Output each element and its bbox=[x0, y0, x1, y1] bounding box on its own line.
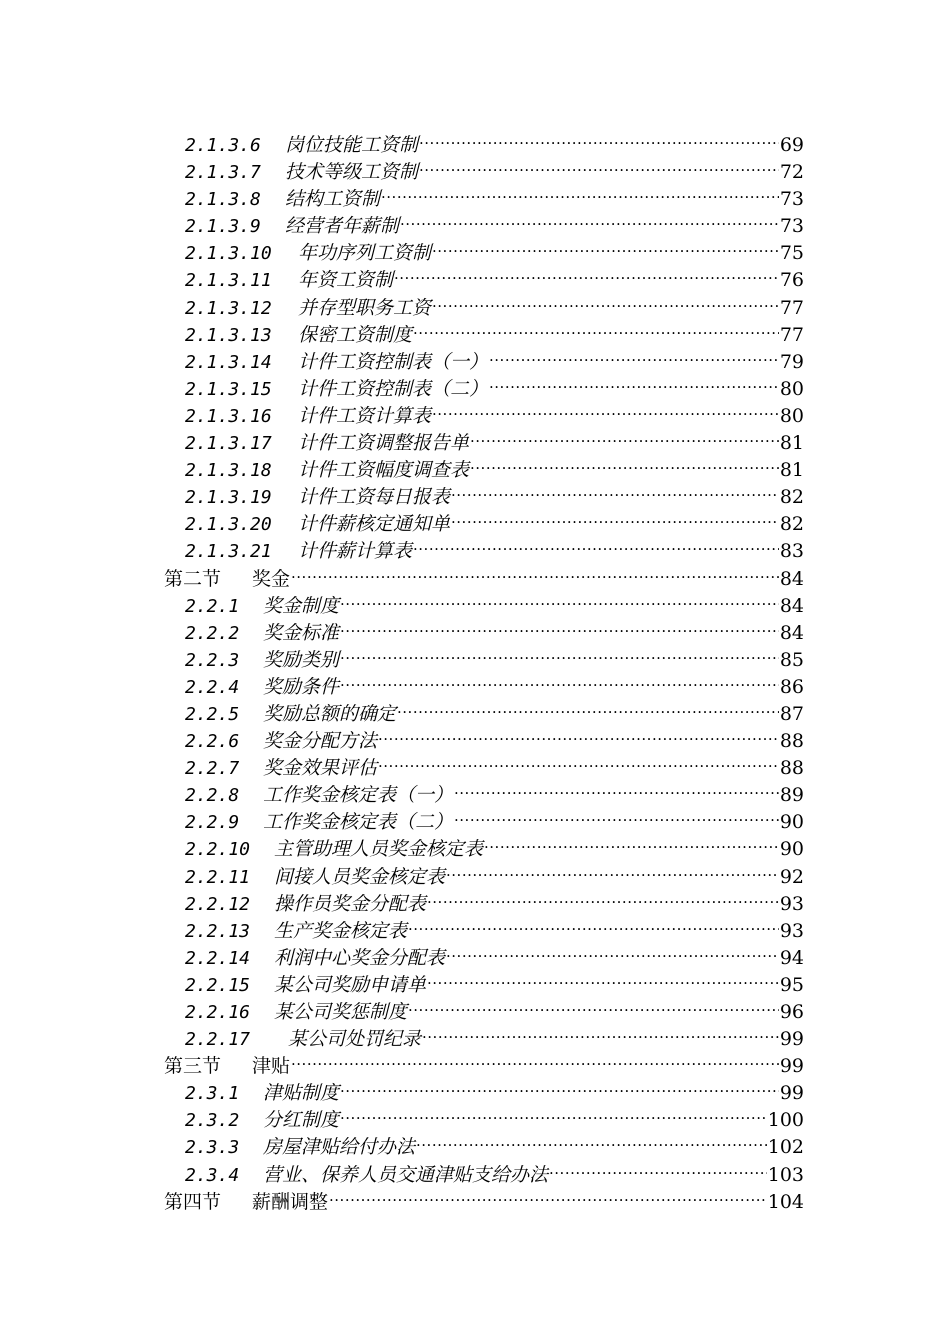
toc-entry-page-number: 84 bbox=[779, 621, 804, 644]
toc-entry-title: 利润中心奖金分配表 bbox=[274, 946, 446, 969]
toc-entry-page-number: 94 bbox=[779, 946, 804, 969]
toc-entry-page-number: 73 bbox=[779, 215, 804, 238]
toc-entry-number: 2.2.3 bbox=[185, 649, 240, 671]
toc-entry-number: 2.1.3.17 bbox=[185, 433, 272, 455]
toc-dot-leader bbox=[484, 828, 779, 855]
toc-entry[interactable] bbox=[0, 287, 950, 319]
toc-entry-number: 2.2.15 bbox=[185, 974, 251, 996]
toc-entry-page-number: 87 bbox=[779, 702, 804, 725]
toc-entry-page-number: 75 bbox=[779, 242, 804, 265]
toc-entry-page-number: 77 bbox=[779, 323, 804, 346]
toc-entry-page-number: 95 bbox=[779, 973, 804, 996]
toc-entry-page-number: 88 bbox=[779, 757, 804, 780]
toc-entry[interactable] bbox=[0, 530, 950, 563]
toc-entry-page-number: 93 bbox=[779, 892, 804, 915]
toc-entry-number: 2.2.2 bbox=[185, 622, 240, 644]
toc-entry-page-number: 86 bbox=[779, 675, 804, 698]
toc-entry-page-number: 73 bbox=[779, 188, 804, 211]
toc-entry-page-number: 92 bbox=[779, 865, 804, 888]
toc-entry[interactable] bbox=[0, 449, 950, 482]
toc-entry-number: 2.1.3.10 bbox=[185, 243, 272, 265]
toc-entry[interactable] bbox=[0, 395, 950, 427]
toc-entry-page-number: 96 bbox=[779, 1001, 804, 1023]
toc-entry-title: 津贴制度 bbox=[263, 1082, 340, 1105]
toc-entry-title: 计件薪计算表 bbox=[298, 540, 413, 563]
toc-dot-leader bbox=[340, 666, 779, 693]
toc-entry-title: 年功序列工资制 bbox=[298, 242, 432, 265]
toc-entry-title: 某公司处罚纪录 bbox=[288, 1028, 422, 1051]
toc-entry[interactable] bbox=[0, 259, 950, 292]
toc-entry[interactable] bbox=[0, 910, 950, 942]
toc-entry-title: 奖金效果评估 bbox=[263, 757, 378, 780]
toc-entry-number: 2.2.11 bbox=[185, 866, 251, 888]
toc-entry[interactable] bbox=[0, 856, 950, 888]
toc-entry[interactable] bbox=[0, 205, 950, 238]
toc-entry-title: 营业、保养人员交通津贴支给办法 bbox=[263, 1163, 549, 1186]
toc-dot-leader bbox=[427, 964, 779, 991]
toc-entry-number: 2.2.17 bbox=[185, 1029, 251, 1051]
toc-entry-number: 2.2.13 bbox=[185, 920, 251, 942]
toc-entry-page-number: 90 bbox=[779, 838, 804, 861]
toc-entry-title: 奖金制度 bbox=[263, 594, 340, 617]
toc-dot-leader bbox=[549, 1154, 767, 1181]
toc-entry-page-number: 104 bbox=[767, 1190, 804, 1213]
toc-entry[interactable] bbox=[0, 503, 950, 536]
toc-entry-page-number: 69 bbox=[779, 134, 804, 156]
toc-entry-title: 保密工资制度 bbox=[298, 323, 413, 346]
toc-dot-leader bbox=[454, 801, 779, 828]
toc-entry-title: 计件工资控制表（一） bbox=[298, 350, 489, 373]
toc-entry-page-number: 79 bbox=[779, 350, 804, 373]
toc-entry-title: 并存型职务工资 bbox=[298, 296, 432, 319]
toc-entry-page-number: 82 bbox=[779, 486, 804, 509]
toc-entry[interactable] bbox=[0, 801, 950, 834]
toc-entry-page-number: 83 bbox=[779, 540, 804, 563]
toc-dot-leader bbox=[432, 232, 779, 259]
toc-entry[interactable] bbox=[0, 991, 950, 1023]
toc-dot-leader bbox=[408, 910, 779, 937]
toc-entry-page-number: 100 bbox=[767, 1109, 804, 1132]
toc-entry-title: 操作员奖金分配表 bbox=[274, 892, 427, 915]
toc-entry-title: 计件工资控制表（二） bbox=[298, 377, 489, 400]
toc-dot-leader bbox=[378, 747, 779, 774]
toc-entry[interactable] bbox=[0, 476, 950, 509]
toc-entry[interactable] bbox=[0, 1126, 950, 1159]
toc-entry[interactable] bbox=[0, 368, 950, 400]
toc-dot-leader bbox=[470, 449, 779, 476]
toc-entry-number: 2.3.4 bbox=[185, 1164, 240, 1186]
toc-dot-leader bbox=[340, 612, 779, 639]
toc-dot-leader bbox=[454, 774, 779, 801]
toc-entry[interactable] bbox=[0, 178, 950, 211]
toc-entry-title: 计件工资调整报告单 bbox=[298, 432, 470, 455]
toc-entry[interactable] bbox=[0, 883, 950, 915]
toc-entry[interactable] bbox=[0, 341, 950, 373]
toc-entry-page-number: 93 bbox=[779, 919, 804, 942]
toc-dot-leader bbox=[419, 124, 779, 151]
toc-entry[interactable] bbox=[0, 1018, 950, 1051]
toc-entry-title: 某公司奖励申请单 bbox=[274, 973, 427, 996]
toc-entry-title: 间接人员奖金核定表 bbox=[274, 865, 446, 888]
toc-dot-leader bbox=[446, 856, 779, 883]
toc-dot-leader bbox=[340, 585, 779, 612]
toc-dot-leader bbox=[291, 1045, 779, 1072]
toc-dot-leader bbox=[432, 287, 779, 314]
toc-entry-number: 2.1.3.11 bbox=[185, 270, 272, 292]
toc-entry[interactable] bbox=[0, 232, 950, 265]
toc-entry-title: 薪酬调整 bbox=[252, 1190, 329, 1213]
toc-entry[interactable] bbox=[0, 720, 950, 753]
toc-dot-leader bbox=[419, 151, 779, 178]
toc-dot-leader bbox=[378, 720, 779, 747]
toc-entry-number: 2.2.9 bbox=[185, 812, 240, 834]
toc-entry-page-number: 88 bbox=[779, 730, 804, 753]
toc-entry-page-number: 85 bbox=[779, 648, 804, 671]
toc-dot-leader bbox=[397, 693, 779, 720]
toc-entry-title: 计件工资计算表 bbox=[298, 404, 432, 427]
toc-entry-number: 2.1.3.19 bbox=[185, 487, 272, 509]
toc-entry-title: 工作奖金核定表（二） bbox=[263, 811, 454, 834]
toc-entry[interactable] bbox=[0, 612, 950, 644]
toc-section-entry[interactable] bbox=[0, 1045, 950, 1078]
toc-dot-leader bbox=[340, 1072, 779, 1099]
toc-dot-leader bbox=[470, 422, 779, 449]
toc-section-entry[interactable] bbox=[0, 1181, 950, 1213]
toc-entry-page-number: 76 bbox=[779, 269, 804, 292]
toc-entry-title: 年资工资制 bbox=[298, 269, 394, 292]
toc-entry-title: 经营者年薪制 bbox=[285, 215, 400, 238]
toc-entry-number: 2.1.3.21 bbox=[185, 541, 272, 563]
toc-entry-number: 2.1.3.13 bbox=[185, 324, 272, 346]
toc-entry[interactable] bbox=[0, 964, 950, 996]
toc-entry-title: 计件薪核定通知单 bbox=[298, 513, 451, 536]
toc-entry-number: 2.2.14 bbox=[185, 947, 251, 969]
toc-dot-leader bbox=[422, 1018, 779, 1045]
toc-entry-page-number: 77 bbox=[779, 296, 804, 319]
toc-entry-number: 第四节 bbox=[164, 1190, 222, 1213]
toc-entry[interactable] bbox=[0, 585, 950, 617]
toc-dot-leader bbox=[489, 368, 779, 395]
toc-entry-page-number: 84 bbox=[779, 567, 804, 590]
toc-entry-page-number: 80 bbox=[779, 404, 804, 427]
toc-entry-title: 岗位技能工资制 bbox=[285, 134, 419, 156]
toc-entry-number: 2.1.3.15 bbox=[185, 378, 272, 400]
table-of-contents bbox=[0, 124, 950, 1213]
toc-entry-page-number: 99 bbox=[779, 1055, 804, 1078]
toc-entry-title: 房屋津贴给付办法 bbox=[263, 1136, 416, 1159]
toc-entry[interactable] bbox=[0, 666, 950, 698]
toc-entry-title: 奖励条件 bbox=[263, 675, 340, 698]
toc-dot-leader bbox=[432, 395, 779, 422]
toc-dot-leader bbox=[408, 991, 779, 1018]
toc-entry-title: 计件工资每日报表 bbox=[298, 486, 451, 509]
toc-entry[interactable] bbox=[0, 1072, 950, 1105]
toc-entry-page-number: 72 bbox=[779, 161, 804, 184]
toc-dot-leader bbox=[451, 503, 779, 530]
toc-entry-title: 工作奖金核定表（一） bbox=[263, 784, 454, 807]
toc-entry-page-number: 99 bbox=[779, 1082, 804, 1105]
toc-dot-leader bbox=[446, 937, 779, 964]
toc-entry-page-number: 89 bbox=[779, 784, 804, 807]
toc-entry-number: 2.1.3.7 bbox=[185, 162, 261, 184]
toc-entry-title: 奖金分配方法 bbox=[263, 730, 378, 753]
toc-entry[interactable] bbox=[0, 693, 950, 725]
toc-entry-number: 第三节 bbox=[164, 1055, 222, 1078]
toc-entry-page-number: 81 bbox=[779, 459, 804, 482]
toc-section-entry[interactable] bbox=[0, 558, 950, 590]
toc-entry-line bbox=[164, 1181, 804, 1216]
toc-entry-title: 奖金 bbox=[252, 567, 291, 590]
toc-entry-number: 2.2.1 bbox=[185, 595, 240, 617]
toc-entry-number: 2.2.5 bbox=[185, 703, 240, 725]
toc-entry-page-number: 80 bbox=[779, 377, 804, 400]
toc-entry-title: 某公司奖惩制度 bbox=[274, 1001, 408, 1023]
toc-entry-number: 2.1.3.16 bbox=[185, 405, 272, 427]
toc-entry-title: 主管助理人员奖金核定表 bbox=[274, 838, 484, 861]
toc-entry-number: 2.2.7 bbox=[185, 758, 240, 780]
toc-entry-title: 结构工资制 bbox=[285, 188, 381, 211]
toc-entry-title: 奖励总额的确定 bbox=[263, 702, 397, 725]
toc-dot-leader bbox=[340, 1099, 767, 1126]
toc-entry-page-number: 103 bbox=[767, 1163, 804, 1186]
toc-entry-title: 奖励类别 bbox=[263, 648, 340, 671]
toc-entry-number: 2.2.16 bbox=[185, 1002, 251, 1023]
toc-entry-title: 计件工资幅度调查表 bbox=[298, 459, 470, 482]
toc-entry[interactable] bbox=[0, 1154, 950, 1186]
toc-entry[interactable] bbox=[0, 937, 950, 969]
toc-entry-number: 2.1.3.8 bbox=[185, 189, 261, 211]
toc-entry-number: 2.1.3.20 bbox=[185, 514, 272, 536]
toc-entry-number: 2.2.12 bbox=[185, 893, 251, 915]
toc-entry-number: 2.1.3.6 bbox=[185, 135, 261, 156]
toc-dot-leader bbox=[413, 314, 779, 341]
toc-entry-title: 技术等级工资制 bbox=[285, 161, 419, 184]
toc-entry-page-number: 99 bbox=[779, 1028, 804, 1051]
toc-entry[interactable] bbox=[0, 314, 950, 346]
toc-dot-leader bbox=[291, 558, 779, 585]
toc-entry[interactable] bbox=[0, 1099, 950, 1132]
toc-entry[interactable] bbox=[0, 639, 950, 671]
toc-entry-number: 2.1.3.14 bbox=[185, 351, 272, 373]
toc-entry-number: 2.2.10 bbox=[185, 839, 251, 861]
toc-entry[interactable] bbox=[0, 124, 950, 156]
toc-dot-leader bbox=[329, 1181, 767, 1208]
toc-dot-leader bbox=[413, 530, 779, 557]
toc-entry-title: 分红制度 bbox=[263, 1109, 340, 1132]
toc-entry-number: 2.1.3.12 bbox=[185, 297, 272, 319]
toc-entry-number: 2.2.6 bbox=[185, 731, 240, 753]
toc-dot-leader bbox=[394, 259, 779, 286]
toc-dot-leader bbox=[416, 1126, 767, 1153]
toc-entry[interactable] bbox=[0, 828, 950, 861]
toc-entry[interactable] bbox=[0, 422, 950, 455]
toc-dot-leader bbox=[427, 883, 779, 910]
toc-entry-number: 2.1.3.18 bbox=[185, 460, 272, 482]
toc-entry-title: 生产奖金核定表 bbox=[274, 919, 408, 942]
toc-entry[interactable] bbox=[0, 774, 950, 807]
toc-entry-number: 第二节 bbox=[164, 567, 222, 590]
toc-entry-number: 2.1.3.9 bbox=[185, 216, 261, 238]
toc-dot-leader bbox=[381, 178, 779, 205]
toc-entry-number: 2.2.8 bbox=[185, 785, 240, 807]
toc-entry-page-number: 82 bbox=[779, 513, 804, 536]
toc-entry-number: 2.3.2 bbox=[185, 1110, 240, 1132]
toc-entry-page-number: 81 bbox=[779, 432, 804, 455]
toc-entry-title: 津贴 bbox=[252, 1055, 291, 1078]
toc-entry-page-number: 84 bbox=[779, 594, 804, 617]
toc-entry-page-number: 90 bbox=[779, 811, 804, 834]
toc-entry-number: 2.2.4 bbox=[185, 676, 240, 698]
toc-entry-number: 2.3.3 bbox=[185, 1137, 240, 1159]
toc-entry-title: 奖金标准 bbox=[263, 621, 340, 644]
toc-dot-leader bbox=[451, 476, 779, 503]
toc-dot-leader bbox=[489, 341, 779, 368]
toc-entry[interactable] bbox=[0, 747, 950, 780]
toc-entry-page-number: 102 bbox=[767, 1136, 804, 1159]
toc-dot-leader bbox=[340, 639, 779, 666]
toc-entry[interactable] bbox=[0, 151, 950, 184]
toc-dot-leader bbox=[400, 205, 779, 232]
toc-entry-number: 2.3.1 bbox=[185, 1083, 240, 1105]
